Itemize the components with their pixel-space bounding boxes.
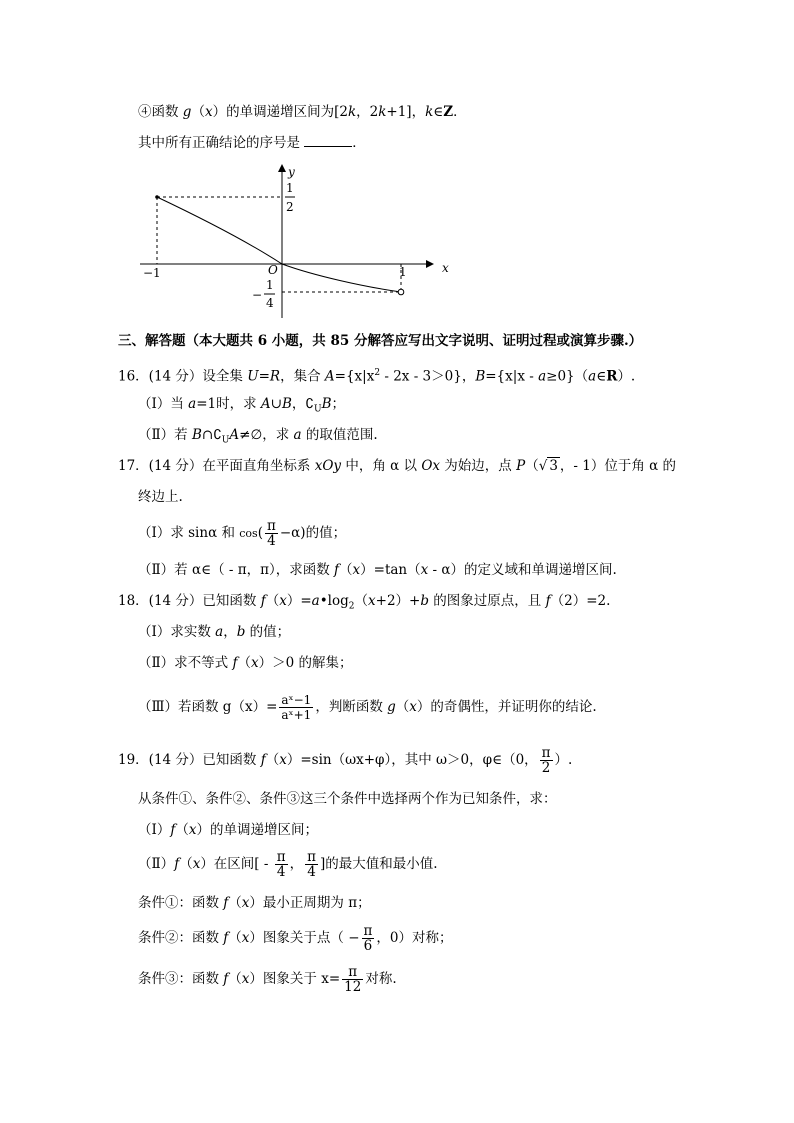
q16-part1: （Ⅰ）当 a=1时，求 A∪B，$∁_UB$； [138,396,345,415]
q16-stem: 16．(14 分）设全集 U=R，集合 $A=\{x|x^2 - 2x - 3>0\}$，B={x|x - a≥0}（a∈R）. [118,368,636,385]
x-axis-label: x [442,261,449,275]
q19-stem: 19．(14 分）已知函数 f（x）=sin（ωx+φ），其中 ω＞0，φ∈（0， $\frac{\pi}{2}$ ）. [118,745,573,776]
q17-stem-cont: 终边上. [138,489,183,505]
q19-choose: 从条件①、条件②、条件③这三个条件中选择两个作为已知条件，求： [138,791,557,807]
answer-blank [304,134,352,147]
q19-part1: （Ⅰ）f（x）的单调递增区间； [138,822,318,838]
neg-one-label: −1 [143,266,161,280]
q17-part2: （Ⅱ）若 α∈（ - π，π），求函数 f（x）=tan（x - α）的定义域和单调递增区间. [138,562,617,578]
open-endpoint [398,289,404,295]
q15-ask: 其中所有正确结论的序号是 ． [138,135,366,151]
q18-part2: （Ⅱ）求不等式 f（x）＞0 的解集； [138,655,353,671]
q17-stem: 17．(14 分）在平面直角坐标系 xOy 中，角 α 以 Ox 为始边，点 P（√ 3 ，- 1）位于角 α 的 [118,458,677,474]
closed-endpoint [155,195,159,199]
q18-part3: （Ⅲ）若函数 g（x）= $\frac{\text{aˣ−1}}{\text{aˣ+1}}$ ，判断函数 g（x）的奇偶性，并证明你的结论. [138,693,597,722]
q17-part1: （Ⅰ）求 sinα 和 cos( $\frac{\pi}{4}$ −α)的值； [138,518,347,549]
q19-condition3: 条件③：函数 f（x）图象关于 x= $\frac{\pi}{12}$ 对称. [138,964,397,995]
y-axis-label: y [288,165,295,179]
q18-part1: （Ⅰ）求实数 a，b 的值； [138,624,291,640]
half-den: 2 [286,200,294,214]
q15-item4: ④函数 g（x）的单调递增区间为[2k，2k+1]，k∈Z． [138,104,467,120]
section3-title: 三、解答题（本大题共 6 小题，共 85 分解答应写出文字说明、证明过程或演算步骤.） [118,333,643,349]
q19-part2: （Ⅱ）f（x）在区间[ - $\frac{\pi}{4}$ ， $\frac{\pi}{4}$ ]的最大值和最小值. [138,849,438,880]
function-graph [135,160,455,320]
q16-part2: （Ⅱ）若 $B\cap∁_UA\ne\emptyset$，求 a 的取值范围. [138,427,378,446]
q18-stem: 18．(14 分）已知函数 $f(x)=a•\log_2(x+2)+b$ 的图象过原点，且 f（2）=2. [118,593,611,612]
half-num: 1 [286,181,294,195]
origin-label: O [268,263,278,277]
one-label: 1 [399,265,407,279]
quarter-den: 4 [266,296,274,310]
q19-condition2: 条件②：函数 f（x）图象关于点（ − $\frac{\pi}{6}$ ，0）对称； [138,923,453,954]
q19-condition1: 条件①：函数 f（x）最小正周期为 π； [138,895,371,911]
function-curve [157,197,401,292]
neg-sign: − [252,288,263,302]
quarter-num: 1 [266,278,274,292]
